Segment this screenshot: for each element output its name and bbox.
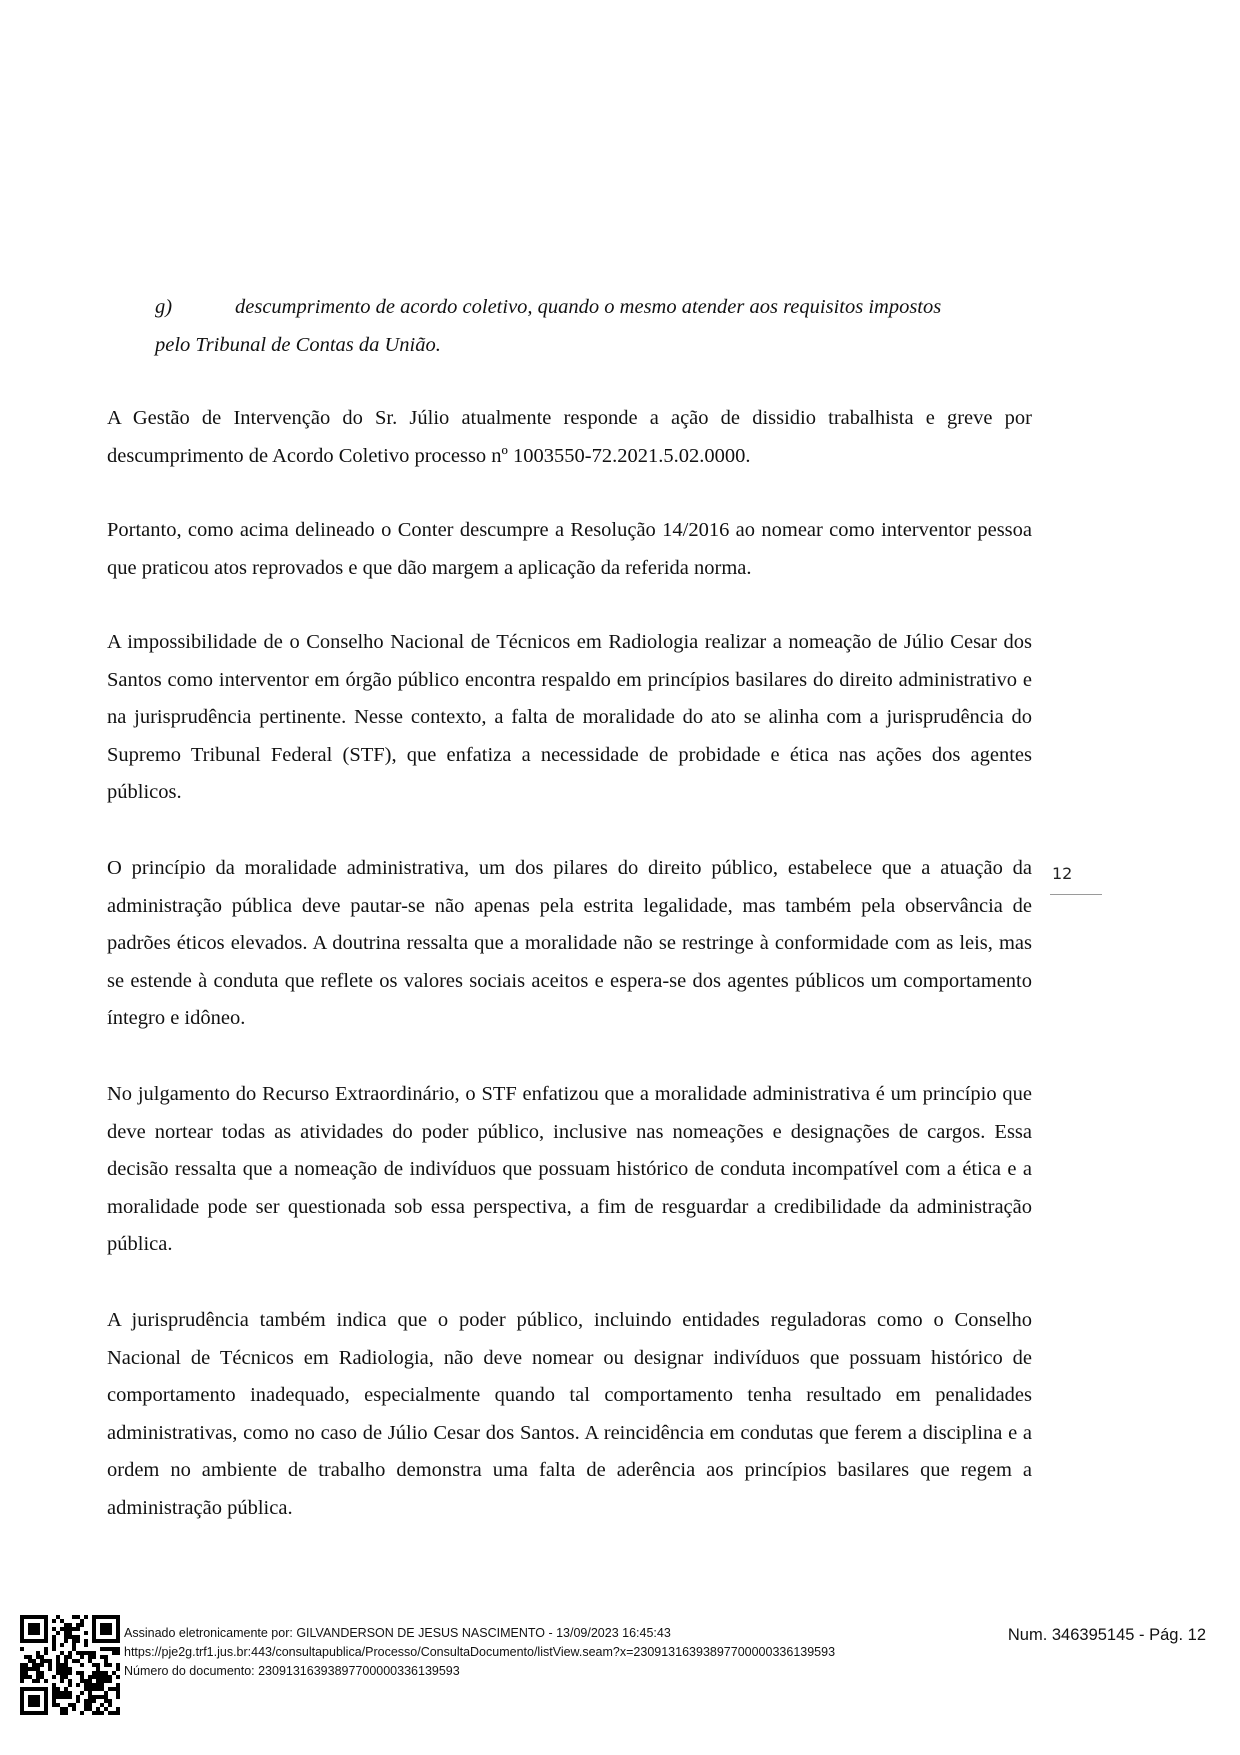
page-number-divider <box>1050 894 1102 895</box>
paragraph: A jurisprudência também indica que o poder público, incluindo entidades reguladoras como o Conselho Nacional de Técnicos em Radiologia, não deve nomear ou designar indivíduos que possuam histórico de comportamento inadequado, especialmente quando tal comportamento tenha resultado em penalidades administrativas, como no caso de Júlio Cesar dos Santos. A reincidência em condutas que ferem a disciplina e a ordem no ambiente de trabalho demonstra uma falta de aderência aos princípios basilares que regem a administração pública. <box>107 1309 1032 1519</box>
list-item-g-line1 <box>155 288 1015 326</box>
page-number: 12 <box>1052 864 1073 883</box>
signed-by-text: Assinado eletronicamente por: GILVANDERSON DE JESUS NASCIMENTO - 13/09/2023 16:45:43 <box>124 1626 671 1640</box>
document-number-text: Número do documento: 23091316393897700000336139593 <box>124 1664 460 1678</box>
paragraph: O princípio da moralidade administrativa, um dos pilares do direito público, estabelece que a atuação da administração pública deve pautar-se não apenas pela estrita legalidade, mas também pela observância de padrões éticos elevados. A doutrina ressalta que a moralidade não se restringe à conformidade com as leis, mas se estende à conduta que reflete os valores sociais aceitos e espera-se dos agentes públicos um comportamento íntegro e idôneo. <box>107 857 1032 1030</box>
list-item-g-line2: pelo Tribunal de Contas da União. <box>155 334 441 356</box>
list-marker: g) <box>155 296 173 318</box>
list-item-g-text: descumprimento de acordo coletivo, quando o mesmo atender aos requisitos impostos <box>235 296 942 318</box>
document-url-link[interactable]: https://pje2g.trf1.jus.br:443/consultapublica/Processo/ConsultaDocumento/listView.seam?x=23091316393897700000336139593 <box>124 1645 836 1659</box>
paragraph: A impossibilidade de o Conselho Nacional de Técnicos em Radiologia realizar a nomeação de Júlio Cesar dos Santos como interventor em órgão público encontra respaldo em princípios basilares do direito administrativo e na jurisprudência pertinente. Nesse contexto, a falta de moralidade do ato se alinha com a jurisprudência do Supremo Tribunal Federal (STF), que enfatiza a necessidade de probidade e ética nas ações dos agentes públicos. <box>107 631 1032 804</box>
list-item-g <box>155 288 1015 364</box>
paragraph: No julgamento do Recurso Extraordinário, o STF enfatizou que a moralidade administrativa é um princípio que deve nortear todas as atividades do poder público, inclusive nas nomeações e designações de cargos. Essa decisão ressalta que a nomeação de indivíduos que possuam histórico de conduta incompatível com a ética e a moralidade pode ser questionada sob essa perspectiva, a fim de resguardar a credibilidade da administração pública. <box>107 1083 1032 1256</box>
qr-code-icon <box>20 1615 120 1715</box>
paragraph: A Gestão de Intervenção do Sr. Júlio atualmente responde a ação de dissidio trabalhista e greve por descumprimento de Acordo Coletivo processo nº 1003550-72.2021.5.02.0000. <box>107 407 1032 467</box>
document-page-reference: Num. 346395145 - Pág. 12 <box>1007 1626 1206 1644</box>
signature-block <box>124 1624 835 1681</box>
paragraph: Portanto, como acima delineado o Conter descumpre a Resolução 14/2016 ao nomear como interventor pessoa que praticou atos reprovados e que dão margem a aplicação da referida norma. <box>107 519 1032 579</box>
